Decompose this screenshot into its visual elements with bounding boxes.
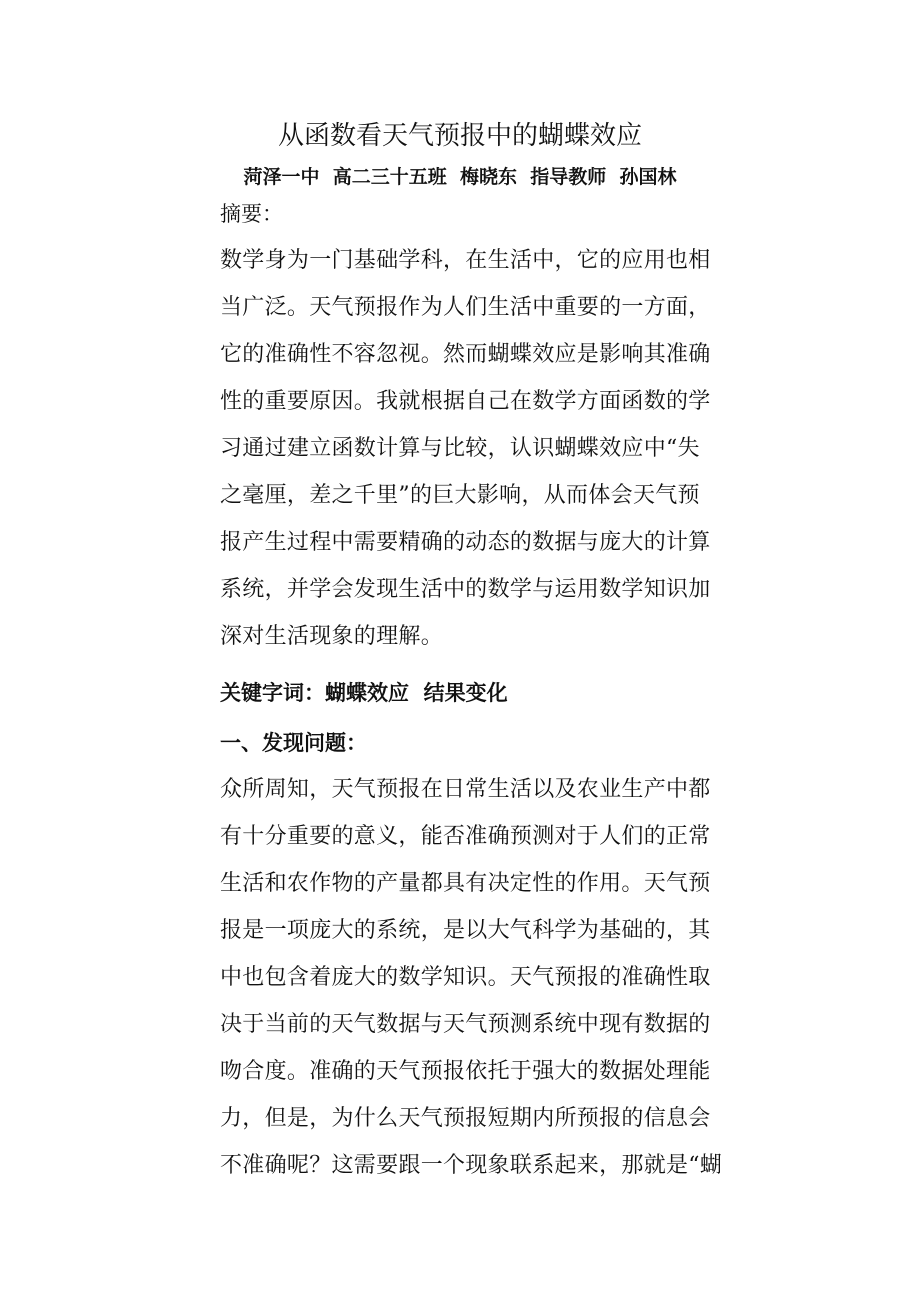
body-line: 力，但是，为什么天气预报短期内所预报的信息会 xyxy=(220,1106,711,1131)
abstract-line: 当广泛。天气预报作为人们生活中重要的一方面， xyxy=(220,295,711,320)
abstract-line: 习通过建立函数计算与比较，认识蝴蝶效应中“失 xyxy=(220,436,700,461)
abstract-line: 报产生过程中需要精确的动态的数据与庞大的计算 xyxy=(220,530,711,555)
body-line: 不准确呢？这需要跟一个现象联系起来，那就是“蝴 xyxy=(220,1153,723,1178)
body-line: 中也包含着庞大的数学知识。天气预报的准确性取 xyxy=(220,965,711,990)
abstract-label: 摘要： xyxy=(220,202,283,226)
body-line: 众所周知，天气预报在日常生活以及农业生产中都 xyxy=(220,777,711,802)
abstract-paragraph xyxy=(220,237,710,660)
body-line: 报是一项庞大的系统，是以大气科学为基础的，其 xyxy=(220,918,711,943)
keywords-line: 关键字词：蝴蝶效应 结果变化 xyxy=(220,681,508,705)
abstract-line: 数学身为一门基础学科，在生活中，它的应用也相 xyxy=(220,248,711,273)
document-title: 从函数看天气预报中的蝴蝶效应 xyxy=(277,121,642,151)
author-byline: 菏泽一中 高二三十五班 梅晓东 指导教师 孙国林 xyxy=(243,166,677,188)
abstract-line: 系统，并学会发现生活中的数学与运用数学知识加 xyxy=(220,577,711,602)
body-line: 生活和农作物的产量都具有决定性的作用。天气预 xyxy=(220,871,711,896)
abstract-line: 它的准确性不容忽视。然而蝴蝶效应是影响其准确 xyxy=(220,342,711,367)
body-line: 吻合度。准确的天气预报依托于强大的数据处理能 xyxy=(220,1059,711,1084)
body-line: 有十分重要的意义，能否准确预测对于人们的正常 xyxy=(220,824,711,849)
section-heading: 一、发现问题： xyxy=(220,731,367,755)
abstract-line: 之毫厘，差之千里”的巨大影响，从而体会天气预 xyxy=(220,483,700,508)
body-line: 决于当前的天气数据与天气预测系统中现有数据的 xyxy=(220,1012,711,1037)
abstract-line: 深对生活现象的理解。 xyxy=(220,624,444,649)
section1-paragraph xyxy=(220,766,723,1189)
abstract-line: 性的重要原因。我就根据自己在数学方面函数的学 xyxy=(220,389,711,414)
